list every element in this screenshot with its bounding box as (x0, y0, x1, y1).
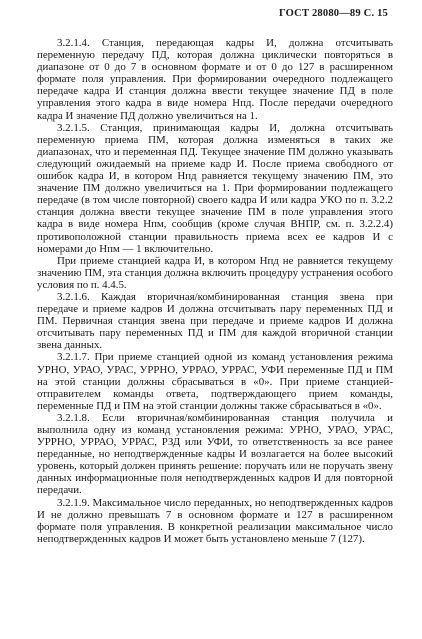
paragraph-3-2-1-8: 3.2.1.8. Если вторичная/комбинированная станция получила и выполнила одну из команд установления режима: УРНО, УРАО, УРАС, УРРНО, УРРАО, УРРАС, РЗД или УФИ, то ответственность за все ранее переданные, но неподтвержденные кадры И возлагается на более высокий уровень, который должен принять решение: поручать или не поручать звену данных информационные поля неподтвержденных кадров И для повторной передачи. (37, 411, 393, 497)
paragraph-3-2-1-5: 3.2.1.5. Станция, принимающая кадры И, должна отсчитывать переменную приема ПМ, которая должна изменяться в таких же диапазонах, что и переменная ПД. Текущее значение ПМ должно указывать следующий ожидаемый на приеме кадр И. После приема свободного от ошибок кадра И, в котором Нпд равняется текущему значению ПМ, это значение ПМ должно увеличиться на 1. При формировании подлежащего передаче (в том числе повторной) своего кадра И или кадра УКО по п. 3.2.2 станция должна ввести текущее значение ПМ в поле управления этого кадра в виде номера Нпм, сообщив (кроме случая ВНПР, см. п. 3.2.2.4) противоположной станции правильность приема всех ее кадров И с номерами до Нпм — 1 включительно. (37, 121, 393, 255)
page-number: С. 15 (363, 8, 388, 19)
paragraph-3-2-1-9: 3.2.1.9. Максимальное число переданных, но неподтвержденных кадров И не должно превышать 7 в основном формате и 127 в расширенном формате поля управления. В конкретной реализации максимальное число неподтвержденных кадров И может быть установлено меньше 7 (127). (37, 496, 393, 545)
page-header (279, 8, 388, 19)
paragraph-3-2-1-7: 3.2.1.7. При приеме станцией одной из команд установления режима УРНО, УРАО, УРАС, УРРНО, УРРАО, УРРАС, УФИ переменные ПД и ПМ на этой станции должны сбрасываться в «0». При приеме станцией-отправителем команды ответа, подтверждающего прием команды, переменные ПД и ПМ на этой станции должны также сбрасываться в «0». (37, 351, 393, 412)
paragraph-3-2-1-6: 3.2.1.6. Каждая вторичная/комбинированная станция звена при передаче и приеме кадров И должна отсчитывать пару переменных ПД и ПМ. Первичная станция звена при передаче и приеме кадров И должна отсчитывать пару переменных ПД и ПМ для каждой вторичной станции звена данных. (37, 290, 393, 352)
paragraph-3-2-1-4: 3.2.1.4. Станция, передающая кадры И, должна отсчитывать переменную передачу ПД, которая должна циклически повторяться в диапазоне от 0 до 7 в основном формате и от 0 до 127 в расширенном формате поля управления. При формировании очередного подлежащего передаче кадра И станция должна ввести текущее значение ПД в поле управления этого кадра в виде номера Нпд. После передачи очередного кадра И значение ПД должно увеличиться на 1. (37, 37, 393, 122)
standard-number: ГОСТ 28080—89 (279, 8, 361, 19)
document-body (37, 37, 393, 545)
paragraph-special-condition: При приеме станцией кадра И, в котором Нпд не равняется текущему значению ПМ, эта станция должна включить процедуру устранения особого условия по п. 4.4.5. (37, 254, 393, 291)
